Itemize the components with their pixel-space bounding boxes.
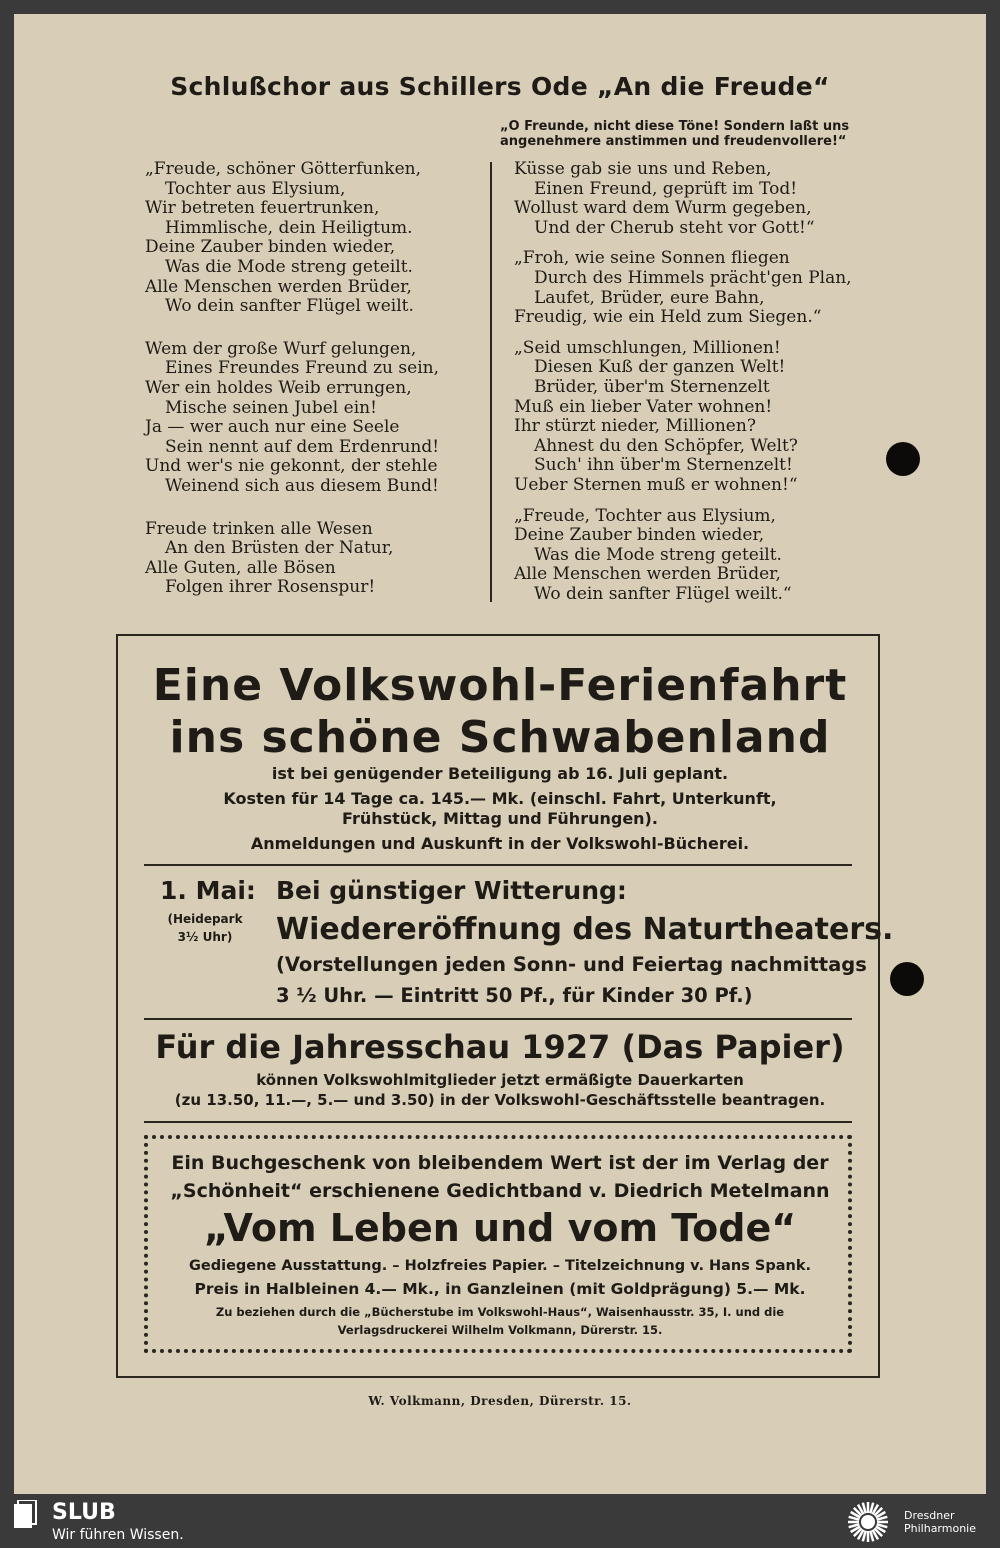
ferienfahrt-line: Frühstück, Mittag und Führungen).	[342, 809, 658, 828]
poem-line: Wo dein sanfter Flügel weilt.	[165, 296, 414, 317]
poem-line: Mische seinen Jubel ein!	[165, 397, 377, 418]
poem-line: „Froh, wie seine Sonnen fliegen	[514, 248, 790, 269]
printer-imprint: W. Volkmann, Dresden, Dürerstr. 15.	[368, 1394, 632, 1408]
poem-line: Alle Menschen werden Brüder,	[145, 276, 412, 297]
buchgeschenk-line: Ein Buchgeschenk von bleibendem Wert ist der im Verlag der	[171, 1152, 829, 1174]
poem-stanza	[514, 507, 854, 605]
poem-line: Ueber Sternen muß er wohnen!“	[514, 474, 798, 495]
poem-right-column	[514, 160, 854, 615]
poem-stanza	[145, 520, 475, 598]
buchgeschenk-line: Preis in Halbleinen 4.— Mk., in Ganzleinen (mit Goldprägung) 5.— Mk.	[194, 1280, 806, 1298]
poem-stanza	[514, 339, 854, 496]
place-line: (Heidepark	[167, 912, 243, 926]
poem-stanza	[514, 249, 854, 327]
naturtheater-line: (Vorstellungen jeden Sonn- und Feiertag nachmittags	[276, 953, 867, 976]
poem-line: Wollust ward dem Wurm gegeben,	[514, 198, 812, 219]
poem-line: An den Brüsten der Natur,	[165, 538, 394, 559]
poem-line: Such' ihn über'm Sternenzelt!	[534, 455, 793, 476]
jahresschau-line: (zu 13.50, 11.—, 5.— und 3.50) in der Volkswohl-Geschäftsstelle beantragen.	[174, 1091, 826, 1109]
ferienfahrt-headline-1: Eine Volkswohl-Ferienfahrt	[152, 660, 848, 711]
poem-left-column	[145, 160, 475, 621]
partner-name-line: Philharmonie	[904, 1522, 976, 1535]
poem-stanza	[514, 160, 854, 238]
poem-line: Ahnest du den Schöpfer, Welt?	[534, 435, 798, 456]
poem-title: Schlußchor aus Schillers Ode „An die Freude“	[170, 72, 830, 101]
buchgeschenk-line: Zu beziehen durch die „Bücherstube im Volkswohl-Haus“, Waisenhausstr. 35, I. und die	[215, 1305, 785, 1319]
poem-line: Wer ein holdes Weib errungen,	[145, 377, 412, 398]
section-rule	[144, 864, 852, 866]
partner-name-line: Dresdner	[904, 1509, 955, 1522]
poem-line: Tochter aus Elysium,	[165, 178, 346, 199]
poem-line: Deine Zauber binden wieder,	[145, 237, 396, 258]
poem-line: Eines Freundes Freund zu sein,	[165, 358, 439, 379]
poem-line: Einen Freund, geprüft im Tod!	[534, 178, 798, 199]
column-divider	[490, 162, 492, 602]
punch-hole	[886, 442, 920, 476]
poem-line: Alle Menschen werden Brüder,	[514, 564, 781, 585]
naturtheater-date: 1. Mai:	[160, 876, 256, 905]
poem-line: Folgen ihrer Rosenspur!	[165, 577, 376, 598]
jahresschau-headline: Für die Jahresschau 1927 (Das Papier)	[155, 1028, 845, 1066]
naturtheater-place	[160, 910, 250, 946]
jahresschau-line: können Volkswohlmitglieder jetzt ermäßigte Dauerkarten	[256, 1071, 744, 1089]
motto-line: „O Freunde, nicht diese Töne! Sondern laßt uns	[500, 119, 850, 134]
poem-line: Brüder, über'm Sternenzelt	[534, 376, 770, 397]
ferienfahrt-line: Kosten für 14 Tage ca. 145.— Mk. (einschl. Fahrt, Unterkunft,	[223, 789, 777, 808]
buchgeschenk-line: „Schönheit“ erschienene Gedichtband v. Diedrich Metelmann	[170, 1180, 830, 1202]
poem-line: Freude trinken alle Wesen	[145, 518, 373, 539]
poem-line: Wo dein sanfter Flügel weilt.“	[534, 583, 792, 604]
punch-hole	[890, 962, 924, 996]
slub-tagline: Wir führen Wissen.	[52, 1527, 184, 1543]
poem-line: Sein nennt auf dem Erdenrund!	[165, 436, 440, 457]
poem-line: Wir betreten feuertrunken,	[145, 198, 380, 219]
poem-line: Und der Cherub steht vor Gott!“	[534, 217, 815, 238]
poem-line: „Freude, Tochter aus Elysium,	[514, 505, 776, 526]
naturtheater-line: 3 ½ Uhr. — Eintritt 50 Pf., für Kinder 30 Pf.)	[276, 984, 753, 1007]
buchgeschenk-book-title: „Vom Leben und vom Tode“	[203, 1206, 797, 1250]
poem-line: Weinend sich aus diesem Bund!	[165, 475, 439, 496]
slub-name[interactable]: SLUB	[52, 1500, 116, 1525]
naturtheater-headline: Wiedereröffnung des Naturtheaters.	[276, 912, 894, 947]
poem-stanza	[145, 340, 475, 497]
buchgeschenk-line: Verlagsdruckerei Wilhelm Volkmann, Dürerstr. 15.	[337, 1323, 663, 1337]
poem-line: Freudig, wie ein Held zum Siegen.“	[514, 307, 822, 328]
sunburst-logo-icon[interactable]	[842, 1500, 894, 1544]
poem-stanza	[145, 160, 475, 317]
book-stack-icon[interactable]	[12, 1500, 38, 1532]
poem-line: Wem der große Wurf gelungen,	[145, 338, 417, 359]
poem-line: Was die Mode streng geteilt.	[534, 544, 782, 565]
poem-line: Laufet, Brüder, eure Bahn,	[534, 287, 765, 308]
place-line: 3½ Uhr)	[177, 930, 233, 944]
poem-line: Was die Mode streng geteilt.	[165, 256, 413, 277]
poem-line: Ihr stürzt nieder, Millionen?	[514, 416, 756, 437]
poem-line: Küsse gab sie uns und Reben,	[514, 159, 772, 179]
ferienfahrt-headline-2: ins schöne Schwabenland	[169, 712, 831, 763]
poem-line: Himmlische, dein Heiligtum.	[165, 217, 413, 238]
naturtheater-line: Bei günstiger Witterung:	[276, 876, 627, 905]
poem-line: Muß ein lieber Vater wohnen!	[514, 396, 773, 417]
poem-line: Durch des Himmels prächt'gen Plan,	[534, 267, 852, 288]
poem-line: Ja — wer auch nur eine Seele	[145, 417, 400, 438]
poem-line: Deine Zauber binden wieder,	[514, 525, 765, 546]
section-rule	[144, 1121, 852, 1123]
ferienfahrt-line: Anmeldungen und Auskunft in der Volkswohl-Bücherei.	[250, 834, 750, 853]
poem-line: Diesen Kuß der ganzen Welt!	[534, 357, 786, 378]
poem-line: Und wer's nie gekonnt, der stehle	[145, 456, 438, 477]
poem-line: „Freude, schöner Götterfunken,	[145, 159, 422, 179]
ferienfahrt-line: ist bei genügender Beteiligung ab 16. Juli geplant.	[271, 764, 729, 783]
partner-name[interactable]	[904, 1509, 976, 1535]
poem-line: „Seid umschlungen, Millionen!	[514, 337, 781, 358]
buchgeschenk-line: Gediegene Ausstattung. – Holzfreies Papier. – Titelzeichnung v. Hans Spank.	[188, 1258, 811, 1274]
section-rule	[144, 1018, 852, 1020]
motto-line: angenehmere anstimmen und freudenvollere!“	[500, 134, 847, 149]
poem-motto	[500, 119, 860, 149]
poem-line: Alle Guten, alle Bösen	[145, 557, 336, 578]
